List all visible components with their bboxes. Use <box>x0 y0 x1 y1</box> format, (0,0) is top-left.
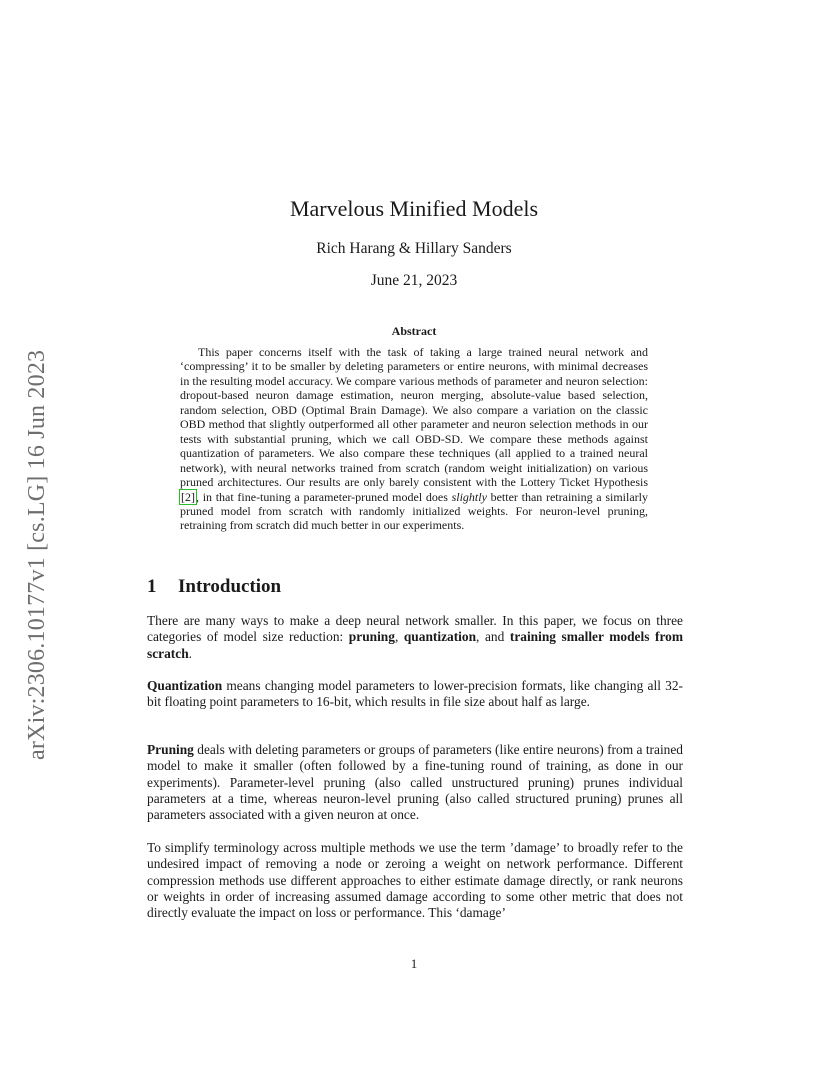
intro-paragraph-2 <box>147 678 683 711</box>
p3-text: deals with deleting parameters or groups of parameters (like entire neurons) from a trained model to make it smaller (often followed by a fine-tuning round of training, as done in our experiments). Parameter-level pruning (also called unstructured pruning) prunes individual parameters at a time, whereas neuron-level pruning (also called structured pruning) prunes all parameters associated with a given neuron at once. <box>147 742 683 823</box>
paper-authors: Rich Harang & Hillary Sanders <box>316 240 512 257</box>
paper-date: June 21, 2023 <box>370 272 458 289</box>
arxiv-identifier-stamp <box>22 290 52 760</box>
p1-text-d: . <box>188 645 193 661</box>
citation-link[interactable]: [2] <box>181 489 195 504</box>
abstract-text-part-1: This paper concerns itself with the task of taking a large trained neural network and ‘compressing’ it to be smaller by deleting parameters or entire neurons, with minimal decreases in the resulting model accuracy. We compare various methods of parameter and neuron selection: dropout-based neuron damage estimation, neuron merging, absolute-value based selection, random selection, OBD (Optimal Brain Damage). We also compare a variation on the classic OBD method that slightly outperformed all other parameter and neuron selection methods in our tests with substantial pruning, which we call OBD-SD. We compare these methods against quantization of parameters. We also compare these techniques (all applied to a trained neural network), with neural networks trained from scratch (random weight initialization) on various pruned architectures. Our results are only barely consistent with the Lottery Ticket Hypothesis <box>180 345 648 490</box>
arxiv-identifier-text: arXiv:2306.10177v1 [cs.LG] 16 Jun 2023 <box>24 349 50 760</box>
p3-bold-term: Pruning <box>147 742 194 757</box>
page-number: 1 <box>410 956 418 971</box>
intro-paragraph-4: To simplify terminology across multiple methods we use the term ’damage’ to broadly refer to the undesired impact of removing a node or zeroing a weight on network performance. Different compression methods use different approaches to either estimate damage directly, or rank neurons or weights in order of increasing assumed damage according to some other metric that does not directly evaluate the impact on loss or performance. This ‘damage’ <box>147 840 683 921</box>
intro-paragraph-3 <box>147 742 683 823</box>
p2-text: means changing model parameters to lower-precision formats, like changing all 32-bit floating point parameters to 16-bit, which results in file size about half as large. <box>147 678 683 710</box>
abstract-body <box>180 345 648 533</box>
p1-text-b: , <box>394 629 404 645</box>
p1-bold-pruning: pruning <box>348 629 395 645</box>
p1-bold-training: training smaller models from scratch <box>147 629 683 661</box>
paper-title: Marvelous Minified Models <box>289 196 539 221</box>
p1-text-c: , and <box>476 629 510 645</box>
intro-paragraph-1 <box>147 613 683 662</box>
p1-text-a: There are many ways to make a deep neural network smaller. In this paper, we focus on three categories of model size reduction: <box>147 613 683 645</box>
abstract-emphasis: slightly <box>451 489 487 504</box>
p1-bold-quantization: quantization <box>403 629 477 645</box>
section-title: Introduction <box>178 576 282 597</box>
section-number: 1 <box>147 576 157 597</box>
abstract-text-part-3: better than retraining a similarly pruned model from scratch with randomly initialized weights. For neuron-level pruning, retraining from scratch did much better in our experiments. <box>180 489 648 533</box>
abstract-heading: Abstract <box>391 324 437 338</box>
section-heading-introduction <box>147 576 281 598</box>
abstract-text-part-2: , in that fine-tuning a parameter-pruned model does <box>196 489 452 504</box>
p2-bold-term: Quantization <box>147 678 223 693</box>
